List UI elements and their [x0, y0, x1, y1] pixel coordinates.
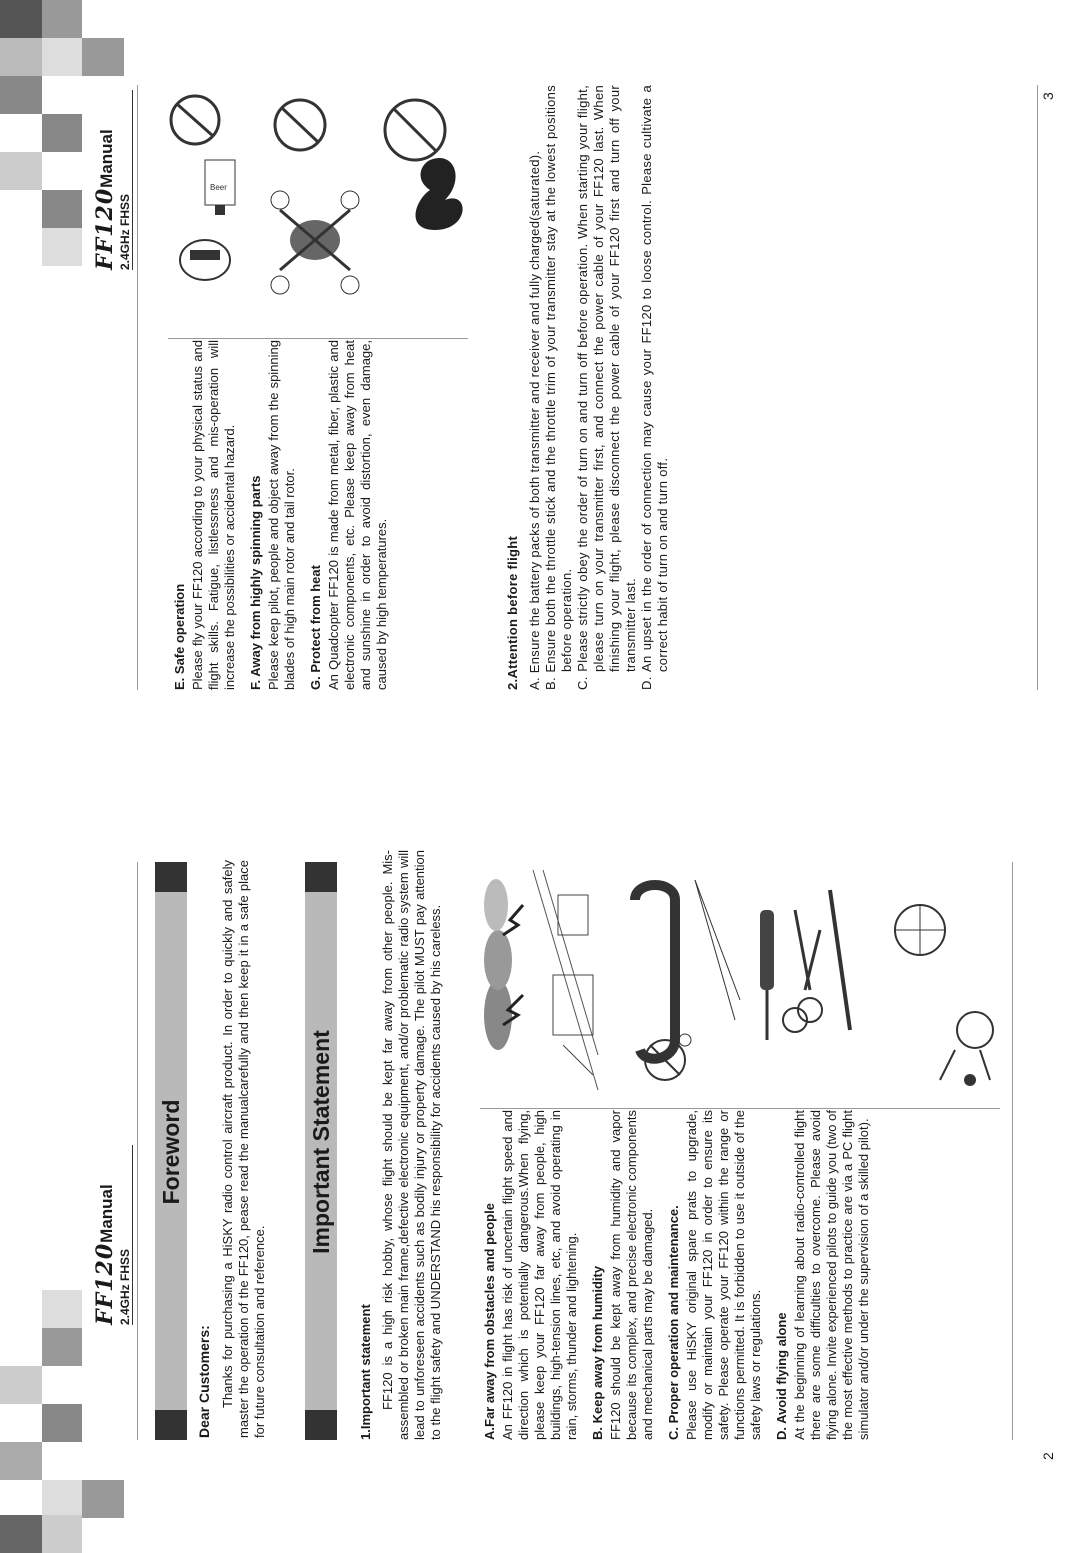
section-d-body: At the beginning of learning about radio-controlled flight there are some difficulties to overcome. Please avoid flying alone. Invite experienced pilots to guide you (two of the most effective methods to practice are via a PC flight simulator and/or under the supervision of a skilled pilot). — [792, 1110, 871, 1440]
section-f — [248, 340, 298, 690]
attention-item-b: B. Ensure both the throttle stick and the throttle trim of your transmitter stay at the lowest positions before operation. — [543, 85, 574, 690]
logo-ff: FF120 — [92, 187, 118, 270]
section-g-body: An Quadcopter FF120 is made from metal, fiber, plastic and electronic components, etc. Please keep away from heat and sunshine in order to avoid distortion, even damage, caused by high temperatures. — [326, 340, 389, 690]
attention-item-d: D. An upset in the order of connection may cause your FF120 to loose control. Please cultivate a correct habit of turn on and turn off. — [639, 85, 670, 690]
safety-sections-e-g — [172, 340, 400, 690]
section-e-body: Please fly your FF120 according to your physical status and flight skills. Fatigue, listlessness and mis-operation will increase the possibilities or accidental hazard. — [190, 340, 237, 690]
section-b — [590, 1110, 656, 1440]
no-drinking-illustration — [165, 90, 265, 290]
logo-left — [92, 1145, 133, 1325]
storm-power-lines-illustration — [478, 865, 603, 1095]
right-page-margin-line — [137, 85, 138, 690]
important-title: Important Statement — [308, 1030, 334, 1254]
foreword-body: Thanks for purchasing a HiSKY radio control aircraft product. In order to quickly and safely master the operation of the FF120, pease read the manualcarefully and then keep it in a safe place for future consultation and reference. — [220, 860, 267, 1438]
section-c-body: Please use HiSKY original spare prats to upgrade, modify or maintain your FF120 in order to ensure its safety. Please operate your FF120 within the range or functions permitted. It is forbidden to use it outside of the safety laws or regulations. — [684, 1110, 763, 1440]
attention-item-a: A. Ensure the battery packs of both transmitter and receiver and fully charged(saturated). — [527, 150, 542, 690]
attention-before-flight — [505, 85, 671, 690]
section-f-heading: F. Away from highly spinning parts — [248, 475, 263, 690]
logo-sub: 2.4GHz FHSS — [118, 1145, 133, 1325]
page-number-left: 2 — [1040, 1452, 1056, 1460]
foreword-title: Foreword — [158, 1099, 184, 1205]
important-section-1 — [358, 850, 444, 1440]
page-number-right: 3 — [1040, 92, 1056, 100]
section-g — [308, 340, 390, 690]
water-tap-illustration — [625, 870, 745, 1085]
heat-fire-illustration — [375, 90, 475, 240]
foreword-section — [196, 860, 268, 1438]
foreword-band — [155, 862, 187, 1440]
spinning-rotor-illustration — [270, 90, 360, 320]
section-g-heading: G. Protect from heat — [308, 565, 323, 690]
logo-ff: FF120 — [92, 1242, 118, 1325]
section-d-heading: D. Avoid flying alone — [774, 1312, 789, 1440]
section-a-body: An FF120 in flight has risk of uncertain flight speed and direction which is potentially dangerous.When flying, please keep your FF120 far away from people, high buildings, high-tension lines, etc, and avoid operating in rain, storms, thunder and lightening. — [500, 1110, 579, 1440]
foreword-greeting: Dear Customers: — [196, 1325, 212, 1438]
section-d — [774, 1110, 872, 1440]
section-c-heading: C. Proper operation and maintenance. — [666, 1205, 681, 1440]
section-b-heading: B. Keep away from humidity — [590, 1265, 605, 1440]
right-page-outer-line — [1037, 85, 1038, 690]
s1-body: FF120 is a high risk hobby, whose flight should be kept far away from other people. Mis-assembled or broken main frame,defective electronic equipment, and/or problematic radio system will lead to unforeseen accidents such as bodily injury or property damage. The pilot MUST pay attention to the flight safety and UNDERSTAND his responsibility for accidents caused by his careless. — [380, 850, 443, 1440]
important-band — [305, 862, 337, 1440]
divider-right — [168, 338, 468, 339]
section-c — [666, 1110, 764, 1440]
left-page-outer-line — [1012, 862, 1013, 1440]
important-sections-a-d — [482, 1110, 882, 1440]
logo-manual: Manual — [97, 1184, 116, 1243]
s2-heading: 2.Attention before flight — [505, 535, 520, 690]
section-a-heading: A.Far away from obstacles and people — [482, 1203, 497, 1440]
section-e-heading: E. Safe operation — [172, 583, 187, 690]
logo-right — [92, 90, 133, 270]
attention-item-c: C. Please strictly obey the order of turn on and turn off before operation. When starting your flight, please turn on your transmitter first, and connect the power cable of your FF120 last. When finishing your flight, please disconnect the power cable of your FF120 first and turn off your transmitter last. — [575, 85, 638, 690]
tools-illustration — [750, 870, 860, 1060]
logo-sub: 2.4GHz FHSS — [118, 90, 133, 270]
section-e — [172, 340, 238, 690]
logo-manual: Manual — [97, 129, 116, 188]
section-a — [482, 1110, 580, 1440]
beer-label: Beer — [210, 183, 227, 192]
section-b-body: FF120 should be kept away from humidity and vapor because its complex, and precise electronic components and mechanical parts may be damaged. — [608, 1110, 655, 1440]
section-f-body: Please keep pilot, people and object away from the spinning blades of high main rotor and tail rotor. — [266, 340, 297, 690]
s1-heading: 1.Important statement — [358, 1304, 373, 1440]
quadcopter-pilot-illustration — [880, 880, 1000, 1090]
divider-left — [480, 1108, 1000, 1109]
left-page-margin-line — [137, 862, 138, 1440]
